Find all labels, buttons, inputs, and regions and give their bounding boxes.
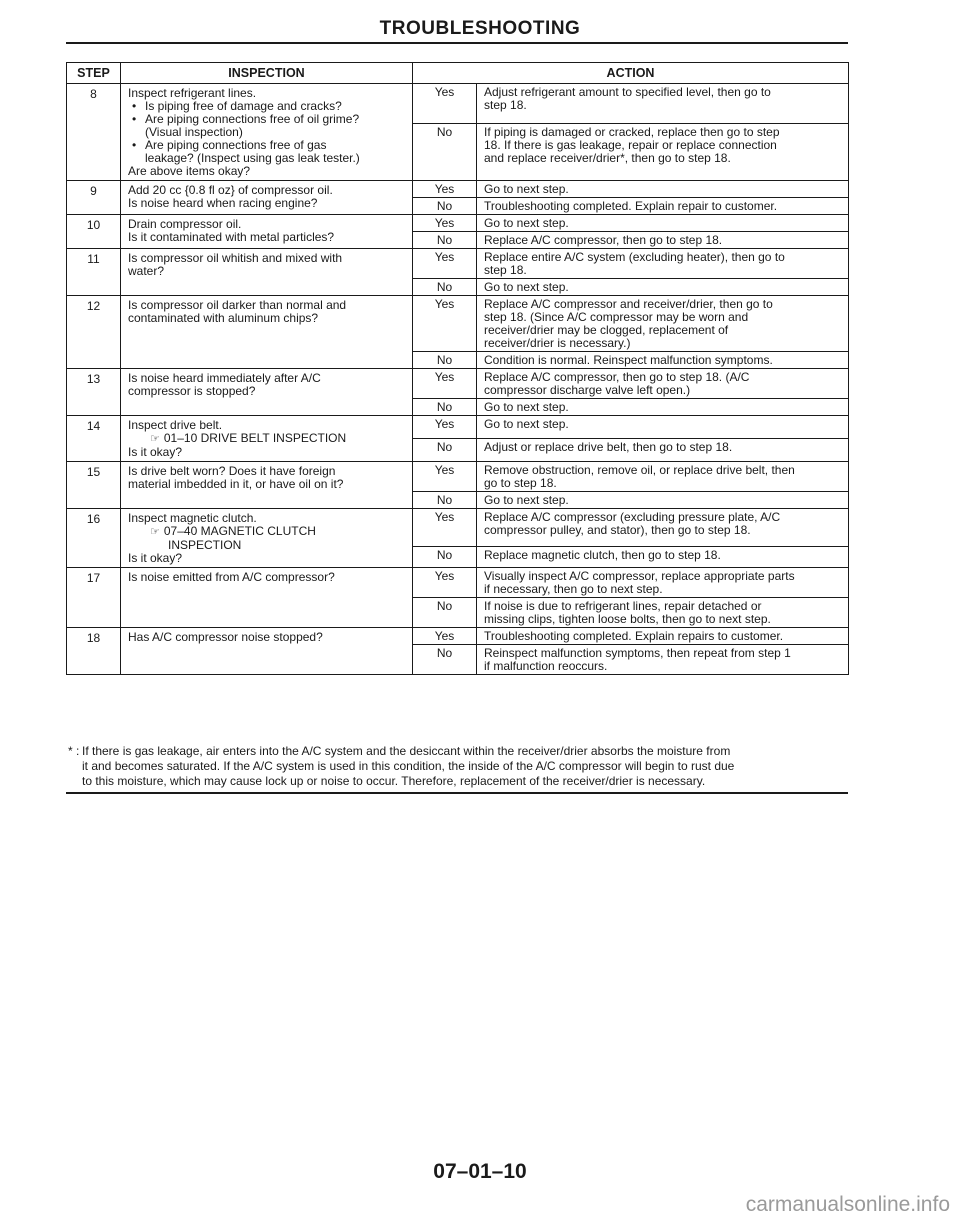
header-inspection: INSPECTION [121, 63, 413, 84]
inspection-text: (Visual inspection) [145, 125, 243, 139]
inspection-text: Is it okay? [128, 445, 183, 459]
action-line: Go to next step. [484, 280, 569, 294]
inspection-line [128, 571, 406, 584]
inspection-cell [121, 509, 413, 568]
answer-cell: No [413, 546, 477, 567]
inspection-cell [121, 369, 413, 416]
answer-cell: Yes [413, 416, 477, 439]
inspection-text: Add 20 cc {0.8 fl oz} of compressor oil. [128, 183, 333, 197]
answer-cell: No [413, 198, 477, 215]
bottom-rule [66, 792, 848, 794]
inspection-line [128, 552, 406, 565]
action-line: Condition is normal. Reinspect malfunction symptoms. [484, 353, 773, 367]
page-number: 07–01–10 [433, 1160, 527, 1183]
action-line: compressor discharge valve left open.) [484, 383, 691, 397]
step-number: 12 [67, 296, 121, 369]
action-line: receiver/drier is necessary.) [484, 336, 631, 350]
step-number: 9 [67, 181, 121, 215]
inspection-line [128, 252, 406, 265]
watermark: carmanualsonline.info [745, 1193, 950, 1216]
answer-cell: Yes [413, 296, 477, 352]
inspection-text: Is noise heard when racing engine? [128, 196, 318, 210]
action-line: Adjust or replace drive belt, then go to step 18. [484, 440, 733, 454]
answer-cell: No [413, 399, 477, 416]
table-row [67, 416, 849, 439]
inspection-cell [121, 84, 413, 181]
inspection-text: Drain compressor oil. [128, 217, 242, 231]
action-cell [477, 568, 849, 598]
inspection-text: leakage? (Inspect using gas leak tester.) [145, 151, 360, 165]
action-line: receiver/drier may be clogged, replacement of [484, 323, 729, 337]
action-line: Replace A/C compressor (excluding pressure plate, A/C [484, 510, 781, 524]
action-line: Reinspect malfunction symptoms, then repeat from step 1 [484, 646, 791, 660]
inspection-text: Is piping free of damage and cracks? [145, 99, 342, 113]
inspection-cell [121, 181, 413, 215]
step-number: 16 [67, 509, 121, 568]
inspection-line [128, 432, 406, 446]
inspection-line [128, 139, 406, 152]
action-line: Replace A/C compressor and receiver/drier, then go to [484, 297, 773, 311]
action-cell [477, 198, 849, 215]
answer-cell: Yes [413, 509, 477, 547]
table-body [67, 84, 849, 675]
action-line: If noise is due to refrigerant lines, repair detached or [484, 599, 762, 613]
inspection-cell [121, 416, 413, 462]
answer-cell: No [413, 598, 477, 628]
action-line: Troubleshooting completed. Explain repair to customer. [484, 199, 778, 213]
table-row [67, 628, 849, 645]
action-line: if necessary, then go to next step. [484, 582, 663, 596]
header-step: STEP [67, 63, 121, 84]
action-cell [477, 296, 849, 352]
footnote-line: it and becomes saturated. If the A/C system is used in this condition, the inside of the A/C compressor will begin to rust due [82, 759, 735, 773]
inspection-line [128, 165, 406, 178]
answer-cell: Yes [413, 181, 477, 198]
action-line: and replace receiver/drier*, then go to step 18. [484, 150, 731, 165]
answer-cell: Yes [413, 84, 477, 124]
table-row [67, 84, 849, 124]
footnote-mark: * : [68, 744, 80, 758]
table-row [67, 296, 849, 352]
inspection-text: Inspect refrigerant lines. [128, 86, 257, 100]
action-line: compressor pulley, and stator), then go to step 18. [484, 523, 751, 537]
action-line: Remove obstruction, remove oil, or replace drive belt, then [484, 463, 795, 477]
action-cell [477, 645, 849, 675]
answer-cell: No [413, 123, 477, 180]
reference-arrow-icon: ☞ [150, 433, 160, 445]
action-line: Go to next step. [484, 493, 569, 507]
step-number: 15 [67, 462, 121, 509]
answer-cell: No [413, 232, 477, 249]
action-cell [477, 249, 849, 279]
table-row [67, 369, 849, 399]
title-rule [66, 42, 848, 44]
inspection-text: Are piping connections free of gas [145, 138, 327, 152]
answer-cell: No [413, 492, 477, 509]
inspection-text: Inspect magnetic clutch. [128, 511, 257, 525]
action-line: go to step 18. [484, 476, 557, 490]
action-cell [477, 628, 849, 645]
inspection-text: Is it contaminated with metal particles? [128, 230, 335, 244]
inspection-text: 01–10 DRIVE BELT INSPECTION [163, 431, 347, 445]
action-line: step 18. [484, 98, 527, 112]
action-cell [477, 352, 849, 369]
action-cell [477, 439, 849, 462]
action-line: if malfunction reoccurs. [484, 659, 608, 673]
footnote-line: to this moisture, which may cause lock up or noise to occur. Therefore, replacement of the receiver/drier is necessary. [82, 774, 706, 788]
inspection-line [128, 312, 406, 325]
troubleshooting-table [66, 62, 849, 675]
footnote [68, 744, 852, 789]
action-cell [477, 416, 849, 439]
inspection-text: water? [128, 264, 165, 278]
action-line: Replace magnetic clutch, then go to step 18. [484, 547, 721, 562]
step-number: 11 [67, 249, 121, 296]
step-number: 17 [67, 568, 121, 628]
step-number: 10 [67, 215, 121, 249]
step-number: 18 [67, 628, 121, 675]
action-line: Replace A/C compressor, then go to step 18. (A/C [484, 370, 750, 384]
action-line: Go to next step. [484, 216, 569, 230]
action-line: Troubleshooting completed. Explain repairs to customer. [484, 629, 784, 643]
answer-cell: Yes [413, 249, 477, 279]
table-row [67, 509, 849, 547]
action-cell [477, 215, 849, 232]
inspection-cell [121, 628, 413, 675]
inspection-line [128, 265, 406, 278]
table-row [67, 181, 849, 198]
inspection-text: Is it okay? [128, 551, 183, 565]
action-line: 18. If there is gas leakage, repair or replace connection [484, 137, 777, 152]
table-row [67, 249, 849, 279]
header-action: ACTION [413, 63, 849, 84]
inspection-line [128, 197, 406, 210]
inspection-text: Is compressor oil darker than normal and [128, 298, 347, 312]
action-line: Go to next step. [484, 182, 569, 196]
header-row [67, 63, 849, 84]
action-cell [477, 369, 849, 399]
inspection-line [128, 113, 406, 126]
answer-cell: No [413, 439, 477, 462]
inspection-line [128, 631, 406, 644]
action-cell [477, 546, 849, 567]
action-cell [477, 598, 849, 628]
inspection-text: Inspect drive belt. [128, 418, 223, 432]
table-row [67, 215, 849, 232]
footnote-line: If there is gas leakage, air enters into the A/C system and the desiccant within the receiver/drier absorbs the moisture from [82, 744, 731, 758]
action-cell [477, 462, 849, 492]
answer-cell: No [413, 279, 477, 296]
action-line: If piping is damaged or cracked, replace then go to step [484, 124, 780, 139]
inspection-text: INSPECTION [168, 538, 242, 552]
answer-cell: No [413, 352, 477, 369]
action-cell [477, 232, 849, 249]
inspection-cell [121, 568, 413, 628]
action-line: step 18. (Since A/C compressor may be worn and [484, 310, 749, 324]
reference-arrow-icon: ☞ [150, 526, 160, 538]
inspection-text: Is compressor oil whitish and mixed with [128, 251, 343, 265]
inspection-text: Are above items okay? [128, 164, 251, 178]
step-number: 14 [67, 416, 121, 462]
action-cell [477, 492, 849, 509]
inspection-cell [121, 296, 413, 369]
answer-cell: Yes [413, 462, 477, 492]
action-line: Go to next step. [484, 417, 569, 431]
inspection-line [128, 478, 406, 491]
answer-cell: Yes [413, 369, 477, 399]
action-line: step 18. [484, 263, 527, 277]
action-cell [477, 399, 849, 416]
inspection-line [128, 231, 406, 244]
action-cell [477, 509, 849, 547]
answer-cell: Yes [413, 628, 477, 645]
table-row [67, 462, 849, 492]
action-line: Go to next step. [484, 400, 569, 414]
action-line: Adjust refrigerant amount to specified level, then go to [484, 85, 771, 99]
action-line: Replace A/C compressor, then go to step 18. [484, 233, 723, 247]
inspection-text: material imbedded in it, or have oil on it? [128, 477, 344, 491]
action-line: Replace entire A/C system (excluding heater), then go to [484, 250, 785, 264]
inspection-line [128, 385, 406, 398]
action-cell [477, 123, 849, 180]
action-cell [477, 181, 849, 198]
inspection-cell [121, 462, 413, 509]
inspection-text: Are piping connections free of oil grime? [145, 112, 360, 126]
page-title: TROUBLESHOOTING [379, 18, 581, 39]
action-cell [477, 279, 849, 296]
action-line: Visually inspect A/C compressor, replace appropriate parts [484, 569, 795, 583]
answer-cell: Yes [413, 568, 477, 598]
inspection-line [128, 446, 406, 459]
step-number: 13 [67, 369, 121, 416]
step-number: 8 [67, 84, 121, 181]
inspection-text: Is noise emitted from A/C compressor? [128, 570, 335, 584]
action-line: missing clips, tighten loose bolts, then go to next step. [484, 612, 771, 626]
answer-cell: No [413, 645, 477, 675]
inspection-cell [121, 215, 413, 249]
table-row [67, 568, 849, 598]
inspection-text: compressor is stopped? [128, 384, 256, 398]
inspection-text: 07–40 MAGNETIC CLUTCH [163, 524, 316, 538]
inspection-cell [121, 249, 413, 296]
inspection-text: Is noise heard immediately after A/C [128, 371, 321, 385]
answer-cell: Yes [413, 215, 477, 232]
inspection-text: contaminated with aluminum chips? [128, 311, 319, 325]
inspection-line [128, 525, 406, 539]
inspection-text: Has A/C compressor noise stopped? [128, 630, 323, 644]
inspection-text: Is drive belt worn? Does it have foreign [128, 464, 336, 478]
action-cell [477, 84, 849, 124]
